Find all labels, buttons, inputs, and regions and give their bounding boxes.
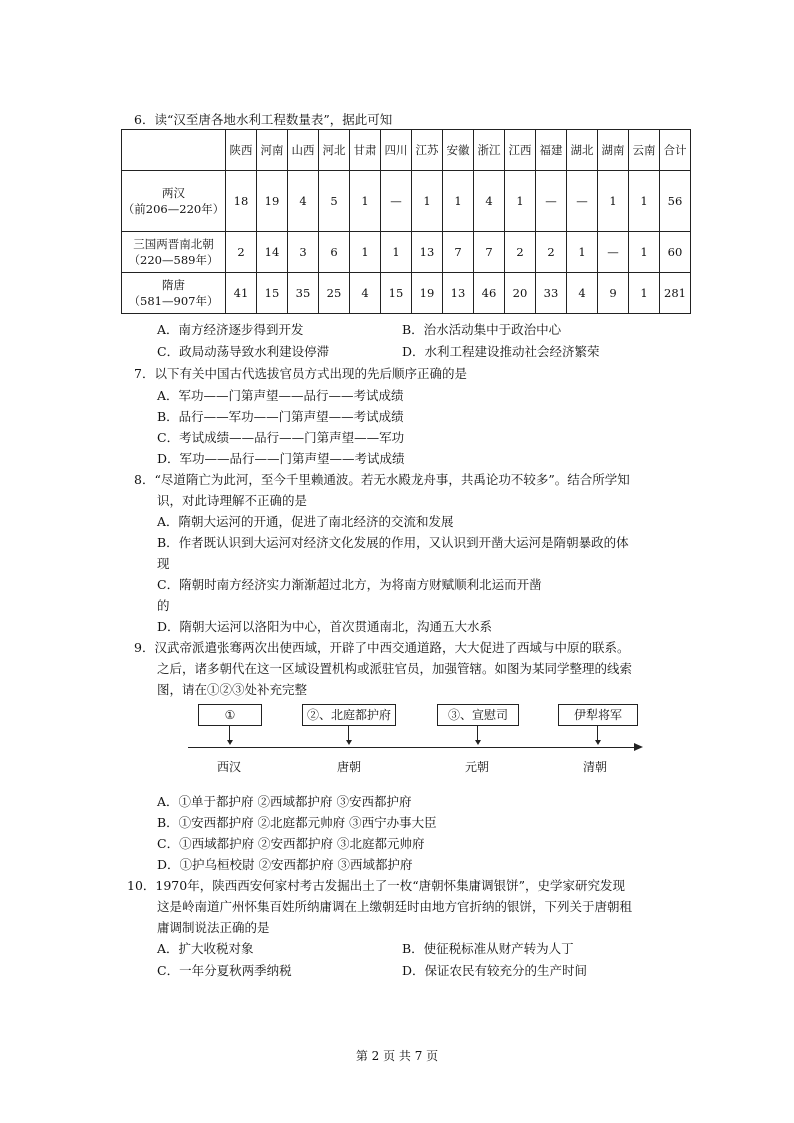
table-cell: 1 bbox=[567, 232, 598, 273]
timeline-pointer bbox=[348, 726, 349, 740]
table-cell: 46 bbox=[474, 273, 505, 314]
table-cell: 1 bbox=[598, 171, 629, 232]
table-cell: 5 bbox=[319, 171, 350, 232]
table-header-cell: 湖北 bbox=[567, 130, 598, 171]
table-cell: 60 bbox=[660, 232, 691, 273]
table-cell: 15 bbox=[381, 273, 412, 314]
q10-option-d[interactable]: D．保证农民有较充分的生产时间 bbox=[402, 963, 588, 978]
q8-stem-line2: 识，对此诗理解不正确的是 bbox=[157, 493, 308, 508]
q8-option-c[interactable]: C．隋朝时南方经济实力渐渐超过北方，为将南方财赋顺利北运而开凿 bbox=[157, 577, 542, 592]
timeline-box-4: 伊犁将军 bbox=[558, 704, 638, 726]
row-period-cell: 两汉 （前206—220年） bbox=[122, 171, 226, 232]
q8-option-b[interactable]: B．作者既认识到大运河对经济文化发展的作用，又认识到开凿大运河是隋朝暴政的体 bbox=[157, 535, 629, 550]
q8-option-d[interactable]: D．隋朝大运河以洛阳为中心，首次贯通南北，沟通五大水系 bbox=[157, 619, 493, 634]
table-cell: 2 bbox=[505, 232, 536, 273]
table-cell: — bbox=[598, 232, 629, 273]
table-cell: 19 bbox=[257, 171, 288, 232]
q9-stem-line1: 9．汉武帝派遣张骞两次出使西域，开辟了中西交通道路，大大促进了西域与中原的联系。 bbox=[134, 640, 630, 655]
timeline-pointer bbox=[229, 726, 230, 740]
era-label: 唐朝 bbox=[337, 760, 362, 774]
timeline-axis bbox=[188, 747, 640, 748]
table-cell: 4 bbox=[288, 171, 319, 232]
q8-option-a[interactable]: A．隋朝大运河的开通，促进了南北经济的交流和发展 bbox=[157, 514, 454, 529]
table-header-cell: 湖南 bbox=[598, 130, 629, 171]
table-cell: 6 bbox=[319, 232, 350, 273]
table-cell: 2 bbox=[536, 232, 567, 273]
table-cell: 1 bbox=[629, 273, 660, 314]
era-label: 清朝 bbox=[583, 760, 608, 774]
table-cell: 9 bbox=[598, 273, 629, 314]
table-cell: 19 bbox=[412, 273, 443, 314]
q6-option-c[interactable]: C．政局动荡导致水利建设停滞 bbox=[157, 344, 330, 359]
row-period-cell: 三国两晋南北朝 （220—589年） bbox=[122, 232, 226, 273]
table-header-cell: 山西 bbox=[288, 130, 319, 171]
table-header-cell: 河北 bbox=[319, 130, 350, 171]
table-header-cell: 陕西 bbox=[226, 130, 257, 171]
q8-option-c-cont: 的 bbox=[157, 598, 170, 613]
q9-option-b[interactable]: B．①安西都护府 ②北庭都元帅府 ③西宁办事大臣 bbox=[157, 815, 437, 830]
table-row bbox=[122, 273, 691, 314]
q9-stem-line2: 之后，诸多朝代在这一区域设置机构或派驻官员，加强管辖。如图为某同学整理的线索 bbox=[157, 661, 633, 676]
table-cell: 1 bbox=[629, 171, 660, 232]
q7-stem: 7．以下有关中国古代选拔官员方式出现的先后顺序正确的是 bbox=[134, 366, 467, 381]
table-cell: — bbox=[381, 171, 412, 232]
q9-option-a[interactable]: A．①单于都护府 ②西域都护府 ③安西都护府 bbox=[157, 794, 412, 809]
q7-option-c[interactable]: C．考试成绩——品行——门第声望——军功 bbox=[157, 430, 405, 445]
table-cell: 2 bbox=[226, 232, 257, 273]
table-corner-cell bbox=[122, 130, 226, 171]
timeline-pointer bbox=[477, 726, 478, 740]
table-header-cell: 河南 bbox=[257, 130, 288, 171]
q9-option-c[interactable]: C．①西域都护府 ②安西都护府 ③北庭都元帅府 bbox=[157, 836, 425, 851]
table-cell: 1 bbox=[505, 171, 536, 232]
table-cell: 1 bbox=[443, 171, 474, 232]
table-row bbox=[122, 171, 691, 232]
row-period-cell: 隋唐 （581—907年） bbox=[122, 273, 226, 314]
q6-option-d[interactable]: D．水利工程建设推动社会经济繁荣 bbox=[402, 344, 600, 359]
q6-option-a[interactable]: A．南方经济逐步得到开发 bbox=[157, 322, 304, 337]
arrow-right-icon bbox=[634, 743, 643, 751]
table-cell: 4 bbox=[474, 171, 505, 232]
table-row bbox=[122, 232, 691, 273]
arrow-down-icon bbox=[475, 740, 481, 745]
table-cell: — bbox=[536, 171, 567, 232]
table-cell: 20 bbox=[505, 273, 536, 314]
q7-option-a[interactable]: A．军功——门第声望——品行——考试成绩 bbox=[157, 388, 404, 403]
table-cell: 1 bbox=[629, 232, 660, 273]
table-cell: 1 bbox=[412, 171, 443, 232]
table-cell: 7 bbox=[443, 232, 474, 273]
table-cell: 3 bbox=[288, 232, 319, 273]
era-label: 西汉 bbox=[217, 760, 242, 774]
q10-option-c[interactable]: C．一年分夏秋两季纳税 bbox=[157, 963, 292, 978]
q10-stem-line2: 这是岭南道广州怀集百姓所纳庸调在上缴朝廷时由地方官折纳的银饼，下列关于唐朝租 bbox=[157, 899, 633, 914]
q9-option-d[interactable]: D．①护乌桓校尉 ②安西都护府 ③西域都护府 bbox=[157, 857, 413, 872]
table-cell: 13 bbox=[412, 232, 443, 273]
table-header-cell: 福建 bbox=[536, 130, 567, 171]
timeline-pointer bbox=[597, 726, 598, 740]
table-cell: 18 bbox=[226, 171, 257, 232]
table-header-cell: 江苏 bbox=[412, 130, 443, 171]
table-cell: 1 bbox=[381, 232, 412, 273]
table-cell: 15 bbox=[257, 273, 288, 314]
arrow-down-icon bbox=[227, 740, 233, 745]
q7-option-b[interactable]: B．品行——军功——门第声望——考试成绩 bbox=[157, 409, 404, 424]
q6-stem: 6．读“汉至唐各地水利工程数量表”，据此可知 bbox=[134, 112, 393, 127]
table-cell: 25 bbox=[319, 273, 350, 314]
table-cell: 41 bbox=[226, 273, 257, 314]
q10-stem-line1: 10．1970年，陕西西安何家村考古发掘出土了一枚“唐朝怀集庸调银饼”，史学家研究发现 bbox=[127, 878, 625, 893]
table-cell: 33 bbox=[536, 273, 567, 314]
arrow-down-icon bbox=[346, 740, 352, 745]
table-header-cell: 四川 bbox=[381, 130, 412, 171]
timeline-box-1: ① bbox=[198, 704, 262, 726]
table-header-cell: 合计 bbox=[660, 130, 691, 171]
table-header-cell: 安徽 bbox=[443, 130, 474, 171]
table-header-cell: 甘肃 bbox=[350, 130, 381, 171]
water-projects-table bbox=[121, 129, 691, 314]
table-cell: 7 bbox=[474, 232, 505, 273]
table-cell: 4 bbox=[350, 273, 381, 314]
table-cell: 13 bbox=[443, 273, 474, 314]
q8-option-b-cont: 现 bbox=[157, 556, 170, 571]
table-header-cell: 云南 bbox=[629, 130, 660, 171]
table-cell: 56 bbox=[660, 171, 691, 232]
arrow-down-icon bbox=[595, 740, 601, 745]
table-cell: — bbox=[567, 171, 598, 232]
era-label: 元朝 bbox=[465, 760, 490, 774]
table-cell: 281 bbox=[660, 273, 691, 314]
q9-stem-line3: 图，请在①②③处补充完整 bbox=[157, 682, 308, 697]
q7-option-d[interactable]: D．军功——品行——门第声望——考试成绩 bbox=[157, 451, 405, 466]
q10-stem-line3: 庸调制说法正确的是 bbox=[157, 920, 270, 935]
q8-stem-line1: 8．“尽道隋亡为此河，至今千里赖通波。若无水殿龙舟事，共禹论功不较多”。结合所学知 bbox=[134, 472, 630, 487]
table-header-cell: 浙江 bbox=[474, 130, 505, 171]
q6-option-b[interactable]: B．治水活动集中于政治中心 bbox=[402, 322, 562, 337]
table-cell: 1 bbox=[350, 232, 381, 273]
table-header-cell: 江西 bbox=[505, 130, 536, 171]
table-cell: 14 bbox=[257, 232, 288, 273]
page-footer: 第 2 页 共 7 页 bbox=[355, 1049, 439, 1063]
timeline-box-3: ③、宣慰司 bbox=[437, 704, 519, 726]
timeline-box-2: ②、北庭都护府 bbox=[302, 704, 396, 726]
table-cell: 4 bbox=[567, 273, 598, 314]
q10-option-a[interactable]: A．扩大收税对象 bbox=[157, 941, 254, 956]
q10-option-b[interactable]: B．使征税标准从财产转为人丁 bbox=[402, 941, 574, 956]
table-cell: 35 bbox=[288, 273, 319, 314]
table-cell: 1 bbox=[350, 171, 381, 232]
